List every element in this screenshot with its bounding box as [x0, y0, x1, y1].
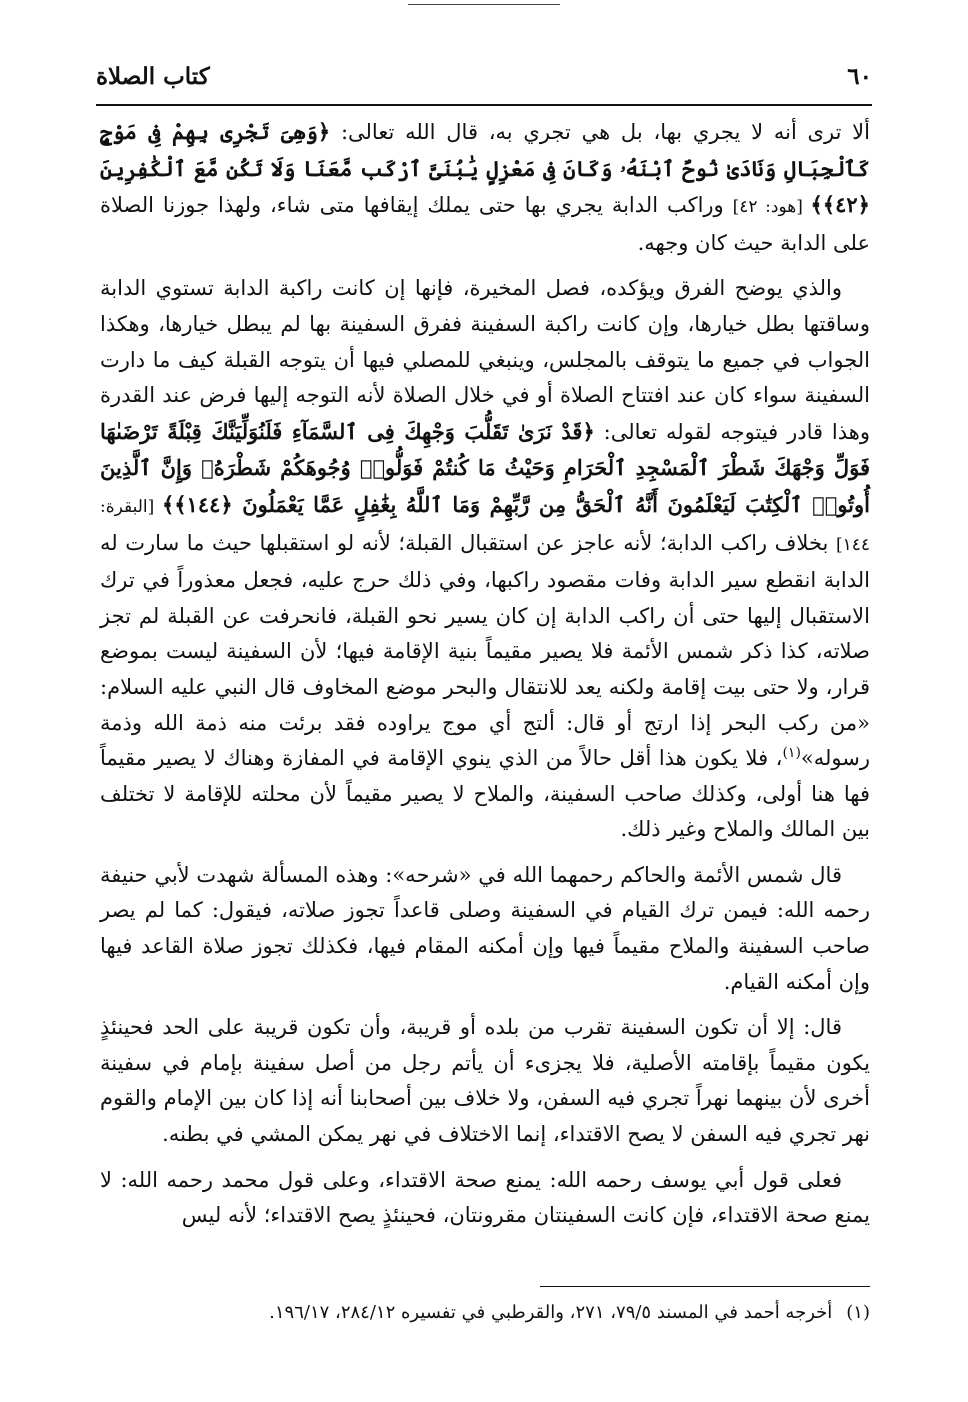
paragraph-5: فعلى قول أبي يوسف رحمه الله: يمنع صحة الاقتداء، وعلى قول محمد رحمه الله: لا يمنع صحة الاقتداء، فإن كانت السفينتان مقرونتان، فحينئذٍ يصح الاقتداء؛ لأنه ليس [100, 1167, 870, 1228]
paragraph-2-text-b: بخلاف راكب الدابة؛ لأنه عاجز عن استقبال القبلة؛ لأنه لو استقبلها حيث ما سارت له الدابة انقطع سير الدابة وفات مقصود راكبها، وفي ذلك حرج عليه، فجعل معذوراً في ترك الاستقبال إليها حتى أن راكب الدابة إن كان يسير نحو القبلة، فانحرفت عن القبلة لم تجز صلاته، كذا ذكر شمس الأئمة فلا يصير مقيماً بنية الإقامة فيها؛ لأن السفينة ليست بموضع قرار، ولا حتى بيت إقامة ولكنه يعد للانتقال والبحر موضع المخاوف قال النبي عليه السلام: «من ركب البحر إذا ارتج أو قال: ألتج أي موج يراوده فقد برئت منه ذمة الله وذمة رسوله» [100, 530, 870, 771]
quran-verse-hud-42: ﴿وَهِىَ تَجْرِى بِهِمْ فِى مَوْجٍ كَٱلْجِبَالِ وَنَادَىٰ نُوحٌ ٱبْنَهُۥ وَكَانَ فِى مَعْزِلٍ يَٰبُنَىَّ ٱرْكَب مَّعَنَا وَلَا تَكُن مَّعَ ٱلْكَٰفِرِينَ ﴿٤٢﴾﴾ [100, 119, 870, 218]
page-header [96, 62, 872, 102]
paragraph-1 [100, 114, 870, 261]
footnote-marker: (١) [782, 745, 801, 762]
top-decorative-rule [408, 4, 560, 5]
verse-reference: [البقرة: ١٤٤] [100, 496, 870, 555]
page-number: ٦٠ [847, 63, 872, 90]
paragraph-2-text-a: والذي يوضح الفرق ويؤكده، فصل المخيرة، فإنها إن كانت راكبة الدابة تستوي الدابة وساقتها بطل خيارها، وإن كانت راكبة السفينة ففرق السفينة بها لم يبطل خيارها، وهكذا الجواب في جميع ما يتوقف بالمجلس، وينبغي للمصلي فيها أن يتوجه القبلة كيف ما دارت السفينة سواء كان عند افتتاح الصلاة أو في خلال الصلاة لأنه التوجه إليها فرض عند القدرة وهذا قادر فيتوجه لقوله تعالى: [100, 276, 871, 444]
paragraph-1-text-b: وراكب الدابة يجري بها حتى يملك إيقافها متى شاء، ولهذا جوزنا الصلاة على الدابة حيث كان وجهه. [100, 193, 870, 255]
footnote-separator [540, 1286, 870, 1287]
paragraph-2-text-c: ، فلا يكون هذا أقل حالاً من الذي ينوي الإقامة في المفازة وهناك لا يصير مقيماً فها هنا أولى، وكذلك صاحب السفينة، والملاح لا يصير مقيماً لأن محلته للإقامة لا تختلف بين المالك والملاح وغير ذلك. [100, 746, 870, 842]
footnote-number: (١) [846, 1302, 870, 1323]
header-rule [96, 104, 872, 106]
paragraph-2 [100, 271, 870, 848]
main-text [100, 114, 870, 1244]
verse-reference: [هود: ٤٢] [732, 197, 811, 218]
running-title: كتاب الصلاة [96, 63, 210, 90]
paragraph-3: قال شمس الأئمة والحاكم رحمهما الله في «شرحه»: وهذه المسألة شهدت لأبي حنيفة رحمه الله: فيمن ترك القيام في السفينة وصلى قاعداً تجوز صلاته، فيقول: كما لم يصر صاحب السفينة والملاح مقيماً فيها وإن أمكنه المقام فيها، فكذلك تجوز صلاة القاعد فيها وإن أمكنه القيام. [100, 862, 870, 994]
quran-verse-baqarah-144: ﴿قَدْ نَرَىٰ تَقَلُّبَ وَجْهِكَ فِى ٱلسَّمَآءِ فَلَنُوَلِّيَنَّكَ قِبْلَةً تَرْضَىٰهَا فَوَلِّ وَجْهَكَ شَطْرَ ٱلْمَسْجِدِ ٱلْحَرَامِ وَحَيْثُ مَا كُنتُمْ فَوَلُّوا۟ وُجُوهَكُمْ شَطْرَهُۥ وَإِنَّ ٱلَّذِينَ أُوتُوا۟ ٱلْكِتَٰبَ لَيَعْلَمُونَ أَنَّهُ ٱلْحَقُّ مِن رَّبِّهِمْ وَمَا ٱللَّهُ بِغَٰفِلٍ عَمَّا يَعْمَلُونَ ﴿١٤٤﴾﴾ [100, 418, 870, 517]
paragraph-4: قال: إلا أن تكون السفينة تقرب من بلده أو قريبة، وأن تكون قريبة على الحد فحينئذٍ يكون مقيماً بإقامته الأصلية، فلا يجزىء أن يأتم رجل من أصل سفينة بإمام في سفينة أخرى لأن بينهما نهراً تجري فيه السفن، ولا خلاف بين أصحابنا أنه إذا كان بين الإمام والقوم نهر تجري فيه السفن لا يصح الاقتداء، إنما الاختلاف في نهر يمكن المشي في بطنه. [100, 1015, 870, 1147]
footnote-text: أخرجه أحمد في المسند ٧٩/٥، ٢٧١، والقرطبي في تفسيره ٢٨٤/١٢، ١٩٦/١٧. [269, 1302, 833, 1323]
footnote [100, 1298, 870, 1328]
paragraph-1-text-a: ألا ترى أنه لا يجري بها، بل هي تجري به، قال الله تعالى: [330, 120, 870, 144]
